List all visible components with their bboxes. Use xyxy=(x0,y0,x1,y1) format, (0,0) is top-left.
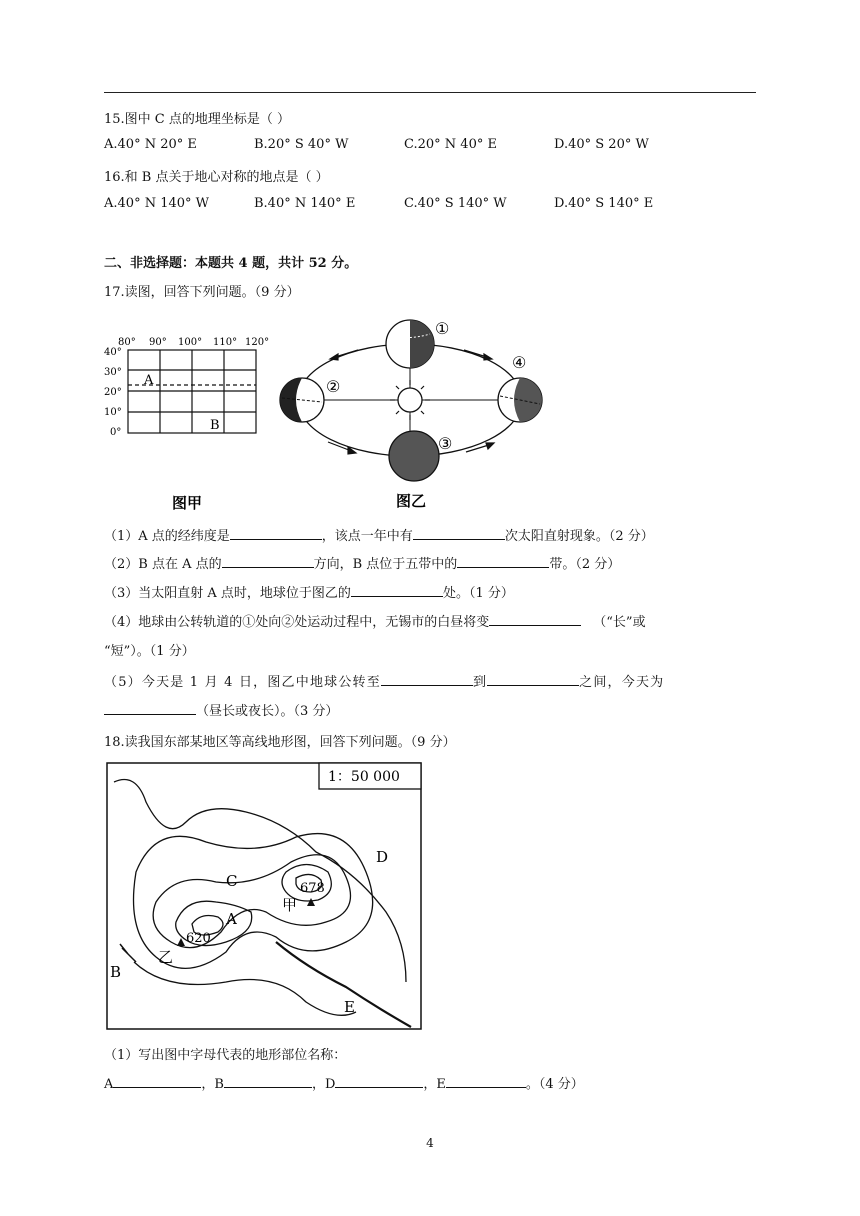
answer-blank xyxy=(335,1075,423,1088)
peak-elevation-620: 620 xyxy=(186,931,211,946)
section2-title: 二、非选择题：本题共 4 题，共计 52 分。 xyxy=(104,256,358,271)
earth-position-1 xyxy=(386,320,434,368)
answer-blank xyxy=(413,527,505,540)
q17-sub2: （2）B 点在 A 点的 方向，B 点位于五带中的 带。（2 分） xyxy=(104,557,621,572)
answer-blank xyxy=(489,613,581,626)
q17-stem: 17.读图，回答下列问题。（9 分） xyxy=(104,285,300,300)
q16-option-c: C.40° S 140° W xyxy=(404,196,507,211)
lon-label: 100° xyxy=(178,337,203,348)
q16-option-d: D.40° S 140° E xyxy=(554,196,654,211)
caption-jia: 图甲 xyxy=(172,494,203,512)
position-label-1: ① xyxy=(435,319,450,338)
lon-label: 120° xyxy=(245,337,270,348)
answer-blank xyxy=(351,584,443,597)
q18-sub1: （1）写出图中字母代表的地形部位名称： xyxy=(104,1048,347,1063)
lat-label: 30° xyxy=(104,367,122,378)
figure-jia xyxy=(100,332,280,512)
answer-blank xyxy=(113,1075,201,1088)
q18-sub1-answers: A ，B ，D ，E 。（4 分） xyxy=(104,1077,584,1092)
sun-icon xyxy=(398,388,422,412)
q16-stem: 16.和 B 点关于地心对称的地点是（ ） xyxy=(104,170,329,185)
q16-option-b: B.40° N 140° E xyxy=(254,196,356,211)
q17-sub4: （4）地球由公转轨道的①处向②处运动过程中，无锡市的白昼将变 （“长”或 xyxy=(104,615,646,630)
caption-yi: 图乙 xyxy=(396,492,427,510)
q16-option-a: A.40° N 140° W xyxy=(104,196,210,211)
map-scale: 1：50 000 xyxy=(328,769,400,785)
answer-blank xyxy=(104,702,196,715)
lat-label: 0° xyxy=(110,427,122,438)
position-label-3: ③ xyxy=(438,434,453,453)
earth-position-3 xyxy=(389,431,439,481)
map-frame xyxy=(107,763,421,1029)
lon-label: 110° xyxy=(213,337,238,348)
peak-elevation-678: 678 xyxy=(300,881,325,896)
position-label-4: ④ xyxy=(512,353,527,372)
point-b-label: B xyxy=(210,418,220,433)
answer-blank xyxy=(487,673,579,686)
answer-blank xyxy=(457,555,549,568)
point-a-label: A xyxy=(144,373,154,388)
lon-label: 80° xyxy=(118,337,136,348)
earth-position-2 xyxy=(280,378,324,422)
label-c: C xyxy=(226,872,238,890)
figure-yi xyxy=(268,310,568,515)
lat-lon-grid xyxy=(128,350,256,433)
label-b: B xyxy=(110,963,122,981)
answer-blank xyxy=(230,527,322,540)
label-yi: 乙 xyxy=(158,948,174,966)
label-e: E xyxy=(344,998,355,1016)
label-a: A xyxy=(226,910,237,928)
header-rule xyxy=(104,92,756,93)
q15-option-c: C.20° N 40° E xyxy=(404,137,497,152)
answer-blank xyxy=(224,1075,312,1088)
q17-sub5: （5）今天是 1 月 4 日，图乙中地球公转至 到 之间，今天为 xyxy=(104,675,665,690)
answer-blank xyxy=(446,1075,526,1088)
answer-blank xyxy=(222,555,314,568)
contour-map xyxy=(106,762,422,1030)
q15-stem: 15.图中 C 点的地理坐标是（ ） xyxy=(104,112,291,127)
position-label-2: ② xyxy=(326,377,341,396)
label-jia: 甲 xyxy=(282,896,298,914)
q17-sub5-cont: （昼长或夜长）。（3 分） xyxy=(104,700,338,719)
earth-position-4 xyxy=(498,378,542,422)
lon-label: 90° xyxy=(149,337,167,348)
q15-option-b: B.20° S 40° W xyxy=(254,137,349,152)
lat-label: 40° xyxy=(104,347,122,358)
q17-sub1: （1）A 点的经纬度是 ，该点一年中有 次太阳直射现象。（2 分） xyxy=(104,529,654,544)
q17-sub3: （3）当太阳直射 A 点时，地球位于图乙的 处。（1 分） xyxy=(104,586,514,601)
q17-sub4-cont: “短”）。（1 分） xyxy=(104,644,195,659)
page-number: 4 xyxy=(426,1136,434,1150)
lat-label: 10° xyxy=(104,407,122,418)
label-d: D xyxy=(376,848,389,866)
answer-blank xyxy=(381,673,473,686)
q15-option-d: D.40° S 20° W xyxy=(554,137,649,152)
q15-option-a: A.40° N 20° E xyxy=(104,137,197,152)
lat-label: 20° xyxy=(104,387,122,398)
q18-stem: 18.读我国东部某地区等高线地形图，回答下列问题。（9 分） xyxy=(104,735,456,750)
